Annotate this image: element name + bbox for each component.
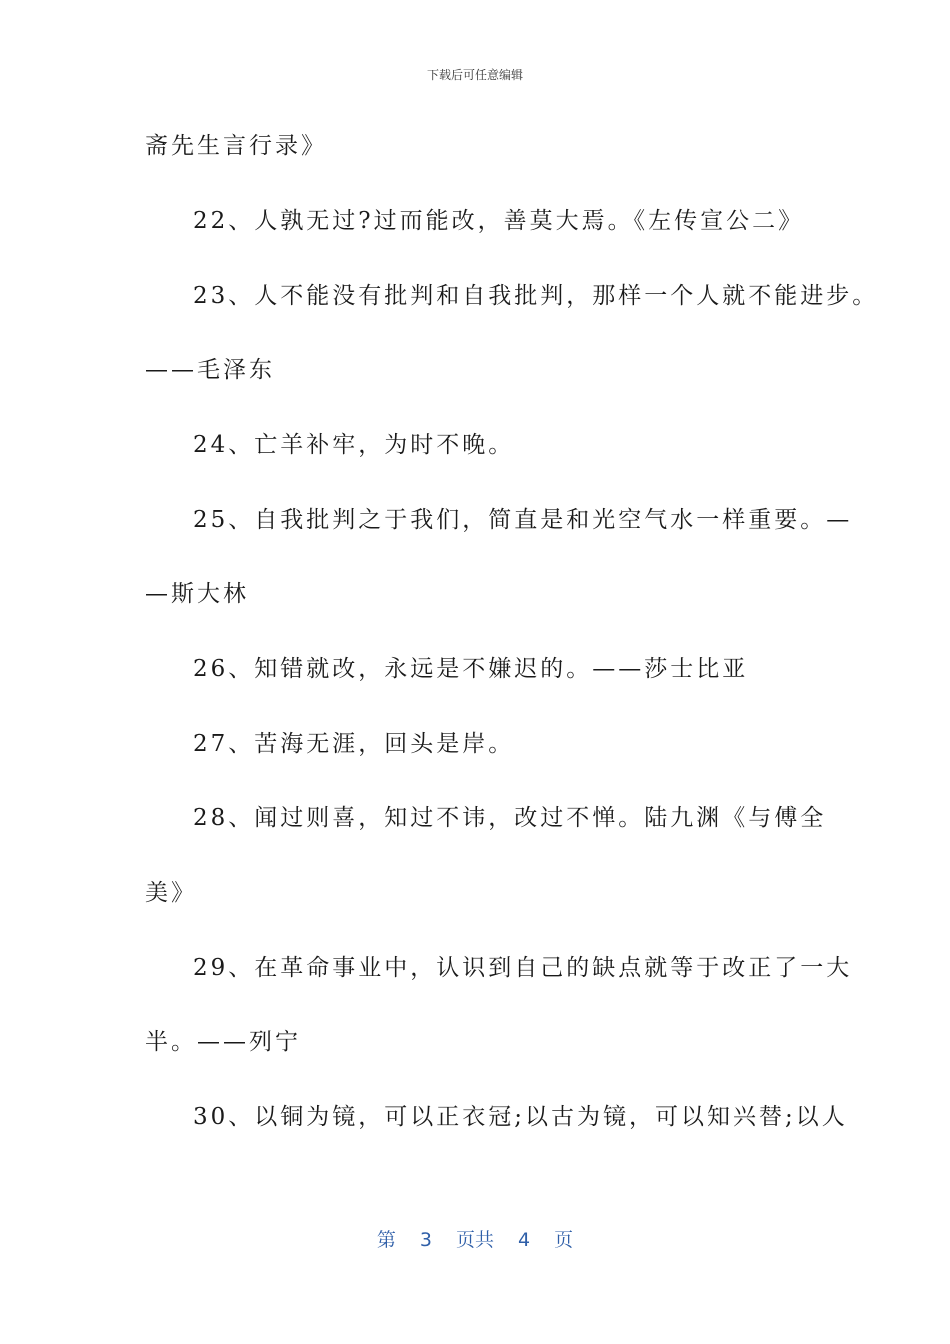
text-line: 半。——列宁: [145, 1029, 301, 1055]
total-page-count: 4: [518, 1229, 531, 1251]
page-header: 下载后可任意编辑: [426, 68, 523, 82]
text-line: 26、知错就改，永远是不嫌迟的。——莎士比亚: [193, 656, 749, 682]
text-line: 28、闻过则喜，知过不讳，改过不惮。陆九渊《与傅全: [193, 805, 827, 831]
footer-middle: 页共: [455, 1229, 494, 1251]
current-page-number: 3: [419, 1229, 432, 1251]
text-line: —斯大林: [145, 581, 249, 607]
text-line: 27、苦海无涯，回头是岸。: [193, 731, 515, 757]
page-number-footer: [0, 1225, 950, 1252]
text-line: 29、在革命事业中，认识到自己的缺点就等于改正了一大: [193, 955, 853, 981]
text-line: 美》: [145, 880, 197, 906]
text-line: ——毛泽东: [145, 357, 275, 383]
text-line: 24、亡羊补牢，为时不晚。: [193, 432, 515, 458]
text-line: 25、自我批判之于我们，简直是和光空气水一样重要。—: [193, 507, 853, 533]
footer-suffix: 页: [554, 1229, 574, 1251]
text-line: 斋先生言行录》: [145, 133, 327, 159]
text-line: 22、人孰无过?过而能改，善莫大焉。《左传宣公二》: [193, 208, 805, 234]
footer-prefix: 第: [376, 1229, 396, 1251]
text-line: 30、以铜为镜，可以正衣冠;以古为镜，可以知兴替;以人: [193, 1104, 848, 1130]
text-line: 23、人不能没有批判和自我批判，那样一个人就不能进步。: [193, 283, 879, 309]
